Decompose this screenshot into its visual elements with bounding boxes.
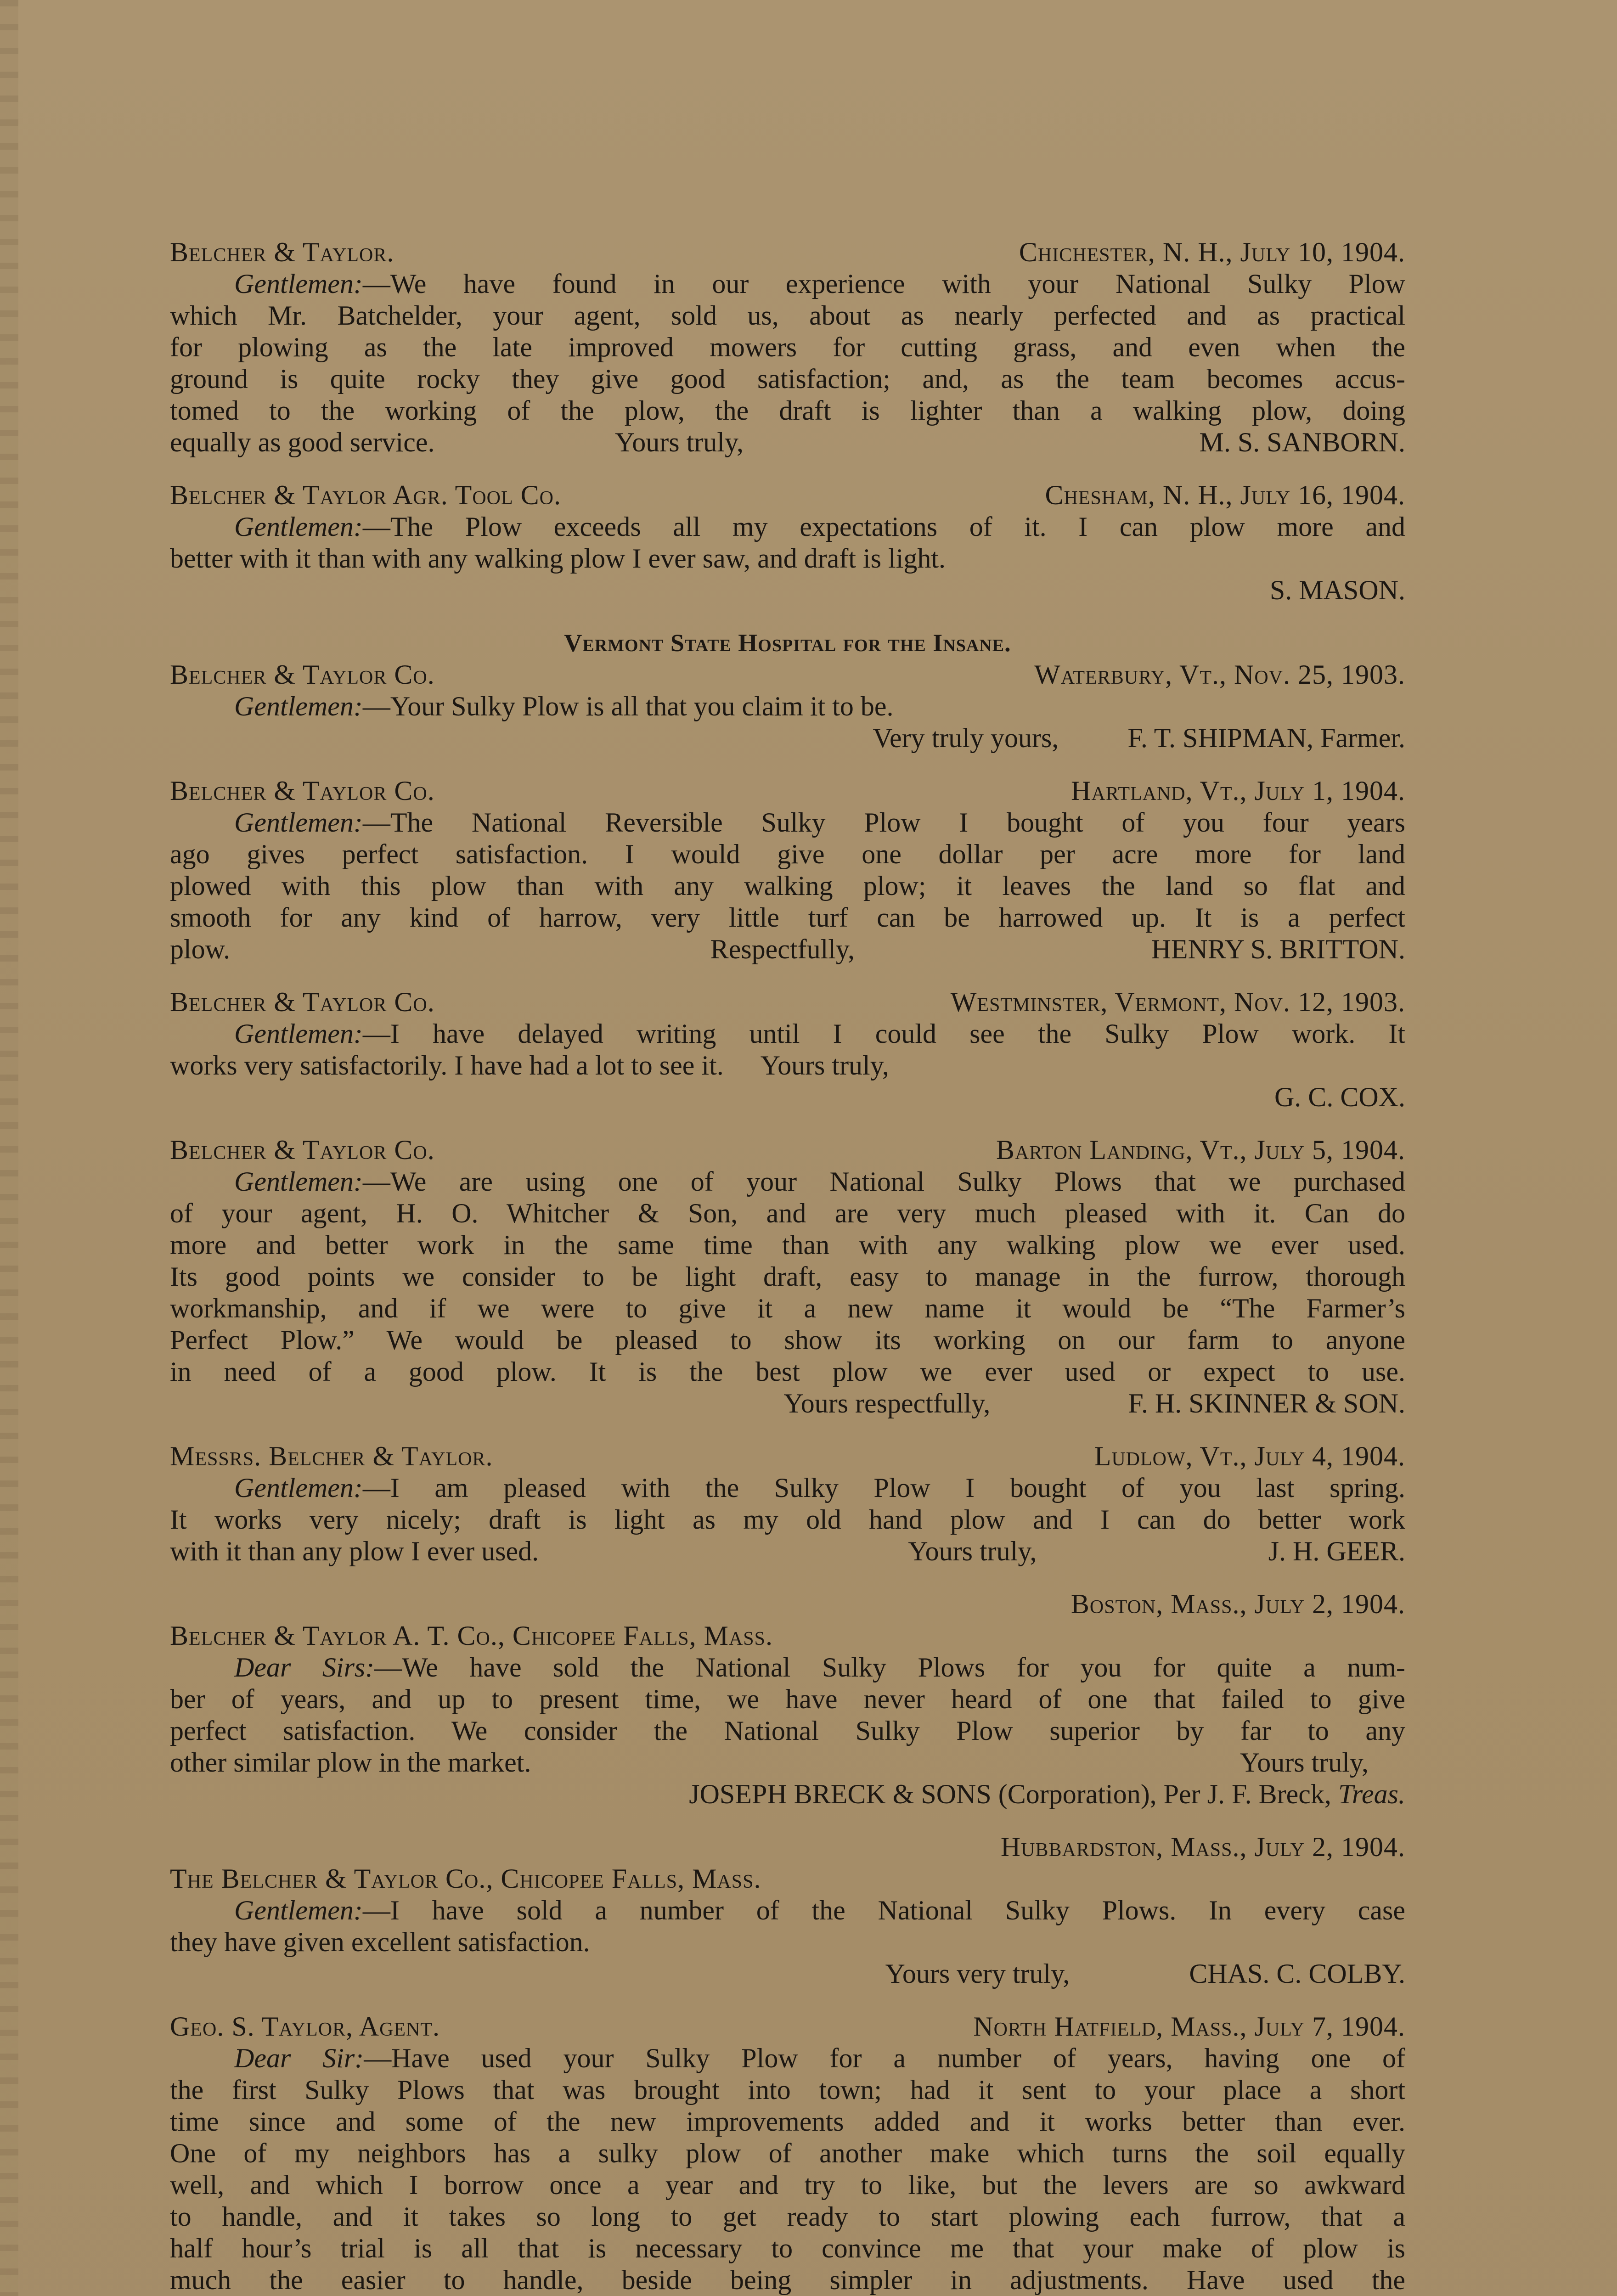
body-line: Gentlemen:—I am pleased with the Sulky Plow I bought of you last spring.: [234, 1473, 1405, 1503]
body-line: Gentlemen:—The Plow exceeds all my expectations of it. I can plow more and: [234, 512, 1405, 542]
salutation: Gentlemen:: [234, 269, 363, 299]
salutation: Dear Sir:: [234, 2043, 364, 2073]
addressee: Belcher & Taylor A. T. Co., Chicopee Falls, Mass.: [170, 1621, 773, 1651]
letter-header: [170, 1134, 1405, 1166]
body-line: better with it than with any walking plow I ever saw, and draft is light.: [170, 543, 946, 574]
body-last-line: equally as good service.: [170, 427, 435, 457]
body-line: tomed to the working of the plow, the draft is lighter than a walking plow, doing: [170, 395, 1405, 426]
testimonial-letters: [170, 236, 1405, 2296]
body-line: for plowing as the late improved mowers for cutting grass, and even when the: [170, 332, 1405, 362]
signature: G. C. COX.: [1274, 1082, 1405, 1112]
letter-closing-row: [170, 1536, 1405, 1567]
signature: J. H. GEER.: [1268, 1536, 1405, 1566]
letter-colby: [170, 1831, 1405, 1990]
salutation: Gentlemen:: [234, 691, 363, 721]
body-line: workmanship, and if we were to give it a new name it would be “The Farmer’s: [170, 1293, 1405, 1323]
paper-edge: [0, 0, 18, 2296]
signature: JOSEPH BRECK & SONS (Corporation), Per J. F. Breck, Treas.: [689, 1779, 1405, 1809]
body-line: [170, 1050, 1405, 1081]
letter-closing-row: [170, 934, 1405, 965]
body-line: Gentlemen:—I have delayed writing until I could see the Sulky Plow work. It: [234, 1019, 1405, 1049]
letter-shipman: [170, 627, 1405, 754]
body-line: more and better work in the same time than with any walking plow we ever used.: [170, 1230, 1405, 1260]
body-line: perfect satisfaction. We consider the National Sulky Plow superior by far to any: [170, 1716, 1405, 1746]
salutation: Gentlemen:: [234, 1473, 363, 1503]
body-line: Gentlemen:—We have found in our experience with your National Sulky Plow: [234, 269, 1405, 299]
body-last-line: other similar plow in the market.: [170, 1747, 531, 1778]
body-line: Gentlemen:—I have sold a number of the National Sulky Plows. In every case: [234, 1895, 1405, 1925]
salutation: Gentlemen:: [234, 1166, 363, 1197]
body-line: well, and which I borrow once a year and try to like, but the levers are so awkward: [170, 2170, 1405, 2200]
body-line: Gentlemen:—We are using one of your National Sulky Plows that we purchased: [234, 1166, 1405, 1197]
addressee: Belcher & Taylor Agr. Tool Co.: [170, 480, 561, 510]
letter-mason: [170, 479, 1405, 606]
letter-header: [170, 659, 1405, 691]
salutation: Gentlemen:: [234, 1895, 363, 1925]
body-line: ber of years, and up to present time, we have never heard of one that failed to give: [170, 1684, 1405, 1714]
letter-closing-row: [170, 1388, 1405, 1419]
closing: Yours respectfully,: [783, 1388, 991, 1418]
body-line: plowed with this plow than with any walking plow; it leaves the land so flat and: [170, 871, 1405, 901]
salutation: Gentlemen:: [234, 807, 363, 838]
body-line: which Mr. Batchelder, your agent, sold us, about as nearly perfected and as practical: [170, 300, 1405, 331]
place-date: Chesham, N. H., July 16, 1904.: [1045, 480, 1405, 510]
letter-breck: [170, 1588, 1405, 1810]
body-line: ground is quite rocky they give good satisfaction; and, as the team becomes accus-: [170, 364, 1405, 394]
signature: S. MASON.: [1269, 575, 1405, 605]
letter-closing-row: [170, 1747, 1405, 1778]
body-line: Dear Sir:—Have used your Sulky Plow for a number of years, having one of: [234, 2043, 1405, 2073]
body-line: Perfect Plow.” We would be pleased to show its working on our farm to anyone: [170, 1325, 1405, 1355]
body-last-line: plow.: [170, 934, 231, 964]
body-line: of your agent, H. O. Whitcher & Son, and are very much pleased with it. Can do: [170, 1198, 1405, 1228]
body-line: It works very nicely; draft is light as my old hand plow and I can do better work: [170, 1504, 1405, 1535]
place-date: North Hatfield, Mass., July 7, 1904.: [973, 2011, 1405, 2042]
body-line: Gentlemen:—The National Reversible Sulky Plow I bought of you four years: [234, 807, 1405, 838]
body-line: ago gives perfect satisfaction. I would give one dollar per acre more for land: [170, 839, 1405, 869]
closing: Yours very truly,: [885, 1958, 1070, 1989]
place-date: Ludlow, Vt., July 4, 1904.: [1094, 1441, 1405, 1471]
salutation: Dear Sirs:: [234, 1652, 375, 1683]
place-date: Barton Landing, Vt., July 5, 1904.: [996, 1135, 1405, 1165]
institution-heading: Vermont State Hospital for the Insane.: [564, 629, 1011, 657]
letter-closing-row: [170, 1958, 1405, 1990]
letter-header: [170, 986, 1405, 1018]
letter-sanborn: [170, 236, 1405, 458]
signature: HENRY S. BRITTON.: [1151, 934, 1405, 964]
letter-skinner: [170, 1134, 1405, 1419]
place-date: Boston, Mass., July 2, 1904.: [1070, 1589, 1405, 1619]
letter-closing-row: [170, 722, 1405, 754]
body-line: the first Sulky Plows that was brought into town; had it sent to your place a short: [170, 2075, 1405, 2105]
closing: Yours truly,: [614, 427, 744, 457]
addressee: Belcher & Taylor.: [170, 237, 394, 267]
body-line: time since and some of the new improvements added and it works better than ever.: [170, 2106, 1405, 2137]
letter-mcclellan: [170, 2011, 1405, 2296]
addressee: The Belcher & Taylor Co., Chicopee Falls, Mass.: [170, 1863, 761, 1894]
place-date: Westminster, Vermont, Nov. 12, 1903.: [950, 987, 1405, 1017]
signature-title: Treas.: [1338, 1779, 1405, 1809]
addressee: Belcher & Taylor Co.: [170, 776, 435, 806]
body-line: Dear Sirs:—We have sold the National Sulky Plows for you for quite a num-: [234, 1652, 1405, 1683]
closing: Very truly yours,: [873, 723, 1059, 753]
closing: Respectfully,: [710, 934, 855, 964]
place-date: Chichester, N. H., July 10, 1904.: [1019, 237, 1405, 267]
salutation: Gentlemen:: [234, 1019, 363, 1049]
body-last-line: with it than any plow I ever used.: [170, 1536, 539, 1566]
letter-header: [170, 775, 1405, 807]
closing: Yours truly,: [760, 1050, 889, 1080]
letter-cox: [170, 986, 1405, 1113]
letter-header: [170, 479, 1405, 511]
body-line: Gentlemen:—Your Sulky Plow is all that you claim it to be.: [234, 691, 894, 721]
letter-geer: [170, 1441, 1405, 1567]
addressee: Geo. S. Taylor, Agent.: [170, 2011, 440, 2042]
place-date: Hubbardston, Mass., July 2, 1904.: [1000, 1832, 1405, 1862]
letter-closing-row: [170, 427, 1405, 458]
addressee: Messrs. Belcher & Taylor.: [170, 1441, 493, 1471]
letter-header: [170, 236, 1405, 268]
signature: CHAS. C. COLBY.: [1189, 1958, 1405, 1989]
signature: F. H. SKINNER & SON.: [1128, 1388, 1405, 1418]
body-line: to handle, and it takes so long to get ready to start plowing each furrow, that a: [170, 2201, 1405, 2232]
salutation: Gentlemen:: [234, 512, 363, 542]
body-line: they have given excellent satisfaction.: [170, 1927, 590, 1957]
body-last-line: works very satisfactorily. I have had a lot to see it.: [170, 1050, 724, 1080]
body-line: smooth for any kind of harrow, very little turf can be harrowed up. It is a perfect: [170, 902, 1405, 933]
signature: F. T. SHIPMAN, Farmer.: [1127, 723, 1405, 753]
body-line: Its good points we consider to be light draft, easy to manage in the furrow, thorough: [170, 1261, 1405, 1292]
closing: Yours truly,: [908, 1536, 1037, 1566]
body-line: much the easier to handle, beside being simpler in adjustments. Have used the: [170, 2265, 1405, 2295]
letter-britton: [170, 775, 1405, 965]
addressee: Belcher & Taylor Co.: [170, 987, 435, 1017]
body-line: half hour’s trial is all that is necessary to convince me that your make of plow is: [170, 2233, 1405, 2263]
place-date: Waterbury, Vt., Nov. 25, 1903.: [1034, 659, 1405, 690]
closing: Yours truly,: [1240, 1747, 1369, 1778]
letter-header: [170, 1441, 1405, 1472]
body-line: One of my neighbors has a sulky plow of another make which turns the soil equally: [170, 2138, 1405, 2168]
addressee: Belcher & Taylor Co.: [170, 659, 435, 690]
letter-header: [170, 2011, 1405, 2043]
addressee: Belcher & Taylor Co.: [170, 1135, 435, 1165]
signature: M. S. SANBORN.: [1199, 427, 1405, 457]
place-date: Hartland, Vt., July 1, 1904.: [1071, 776, 1405, 806]
body-line: in need of a good plow. It is the best plow we ever used or expect to use.: [170, 1356, 1405, 1387]
